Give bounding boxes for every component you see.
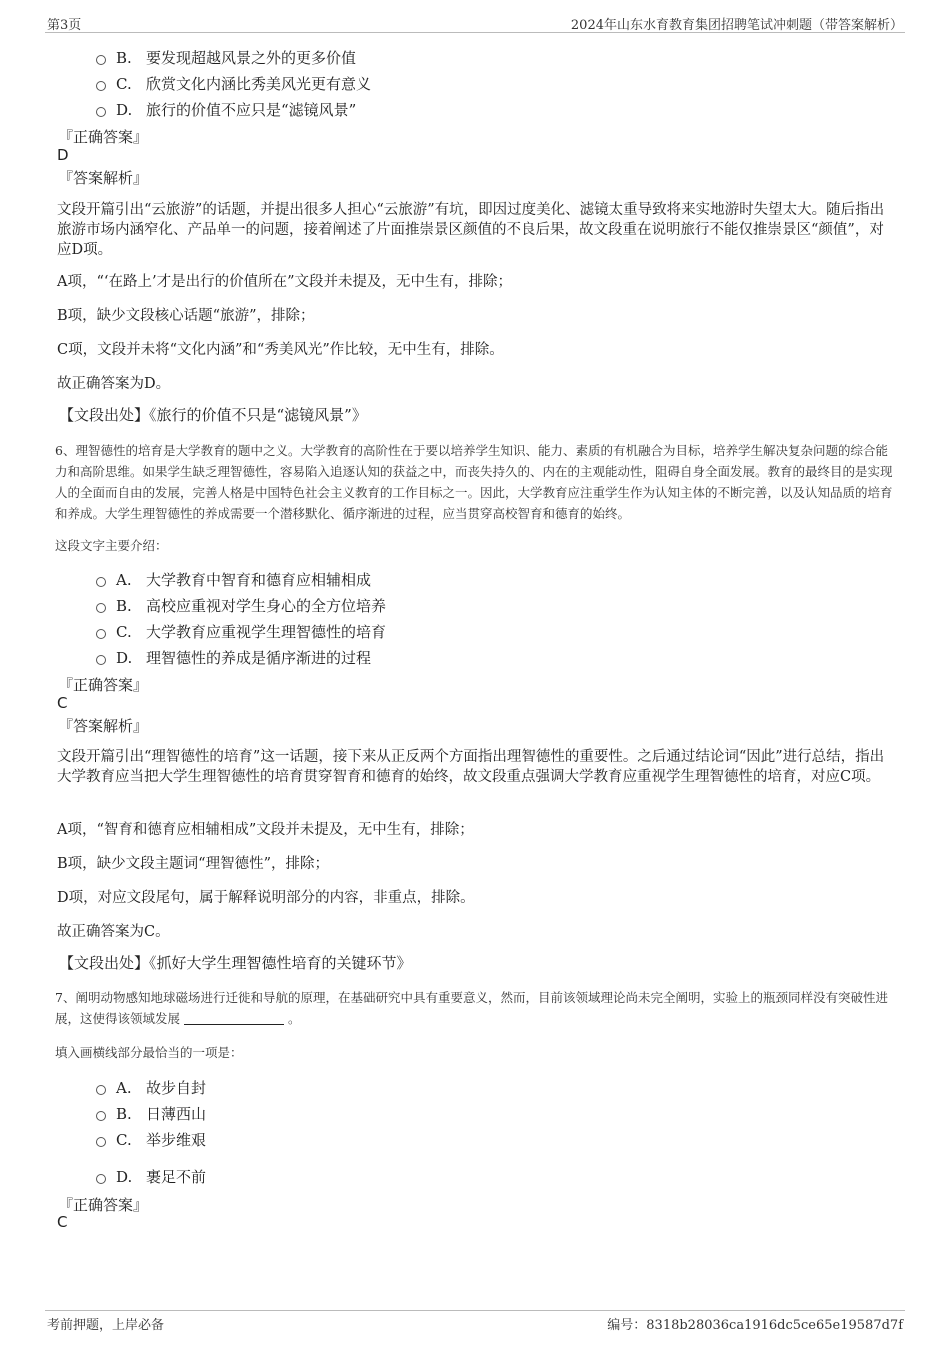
radio-icon[interactable]	[96, 55, 106, 65]
q5-conclusion: 故正确答案为D。	[57, 376, 171, 392]
q6-option-c[interactable]: C. 大学教育应重视学生理智德性的培育	[96, 621, 386, 642]
q7-answer: C	[57, 1213, 68, 1231]
q6-option-d[interactable]: D. 理智德性的养成是循序渐进的过程	[96, 647, 371, 668]
radio-icon[interactable]	[96, 655, 106, 665]
footer-divider	[45, 1310, 905, 1311]
q5-option-d[interactable]: D. 旅行的价值不应只是“滤镜风景”	[96, 99, 356, 120]
q6-line-d: D项，对应文段尾句，属于解释说明部分的内容，非重点，排除。	[57, 890, 475, 906]
q5-option-c[interactable]: C. 欣赏文化内涵比秀美风光更有意义	[96, 73, 371, 94]
q7-prompt: 填入画横线部分最恰当的一项是：	[55, 1045, 243, 1060]
q6-line-b: B项，缺少文段主题词“理智德性”，排除；	[57, 856, 329, 872]
q5-answer: D	[57, 146, 69, 164]
footer-slogan: 考前押题，上岸必备	[47, 1318, 165, 1333]
radio-icon[interactable]	[96, 603, 106, 613]
q7-option-a[interactable]: A. 故步自封	[96, 1077, 206, 1098]
q7-option-c[interactable]: C. 举步维艰	[96, 1129, 206, 1150]
radio-icon[interactable]	[96, 629, 106, 639]
radio-icon[interactable]	[96, 577, 106, 587]
radio-icon[interactable]	[96, 107, 106, 117]
page-number: 第3页	[47, 18, 82, 33]
radio-icon[interactable]	[96, 1137, 106, 1147]
q5-analysis-label: 『答案解析』	[58, 169, 149, 187]
q5-line-a: A项，“‘在路上’才是出行的价值所在”文段并未提及，无中生有，排除；	[57, 274, 513, 290]
q6-analysis: 文段开篇引出“理智德性的培育”这一话题，接下来从正反两个方面指出理智德性的重要性。之后通过结论词“因此”进行总结，指出大学教育应当把大学生理智德性的培育贯穿智育和德育的始终，故文段重点强调大学教育应重视学生理智德性的培育，对应C项。	[57, 749, 885, 785]
q6-analysis-label: 『答案解析』	[58, 717, 149, 735]
q5-answer-label: 『正确答案』	[58, 128, 149, 146]
radio-icon[interactable]	[96, 1174, 106, 1184]
q6-option-a[interactable]: A. 大学教育中智育和德育应相辅相成	[96, 569, 371, 590]
fill-blank	[184, 1012, 284, 1025]
q6-option-b[interactable]: B. 高校应重视对学生身心的全方位培养	[96, 595, 386, 616]
header-divider	[45, 32, 905, 33]
q5-option-b[interactable]: B. 要发现超越风景之外的更多价值	[96, 47, 356, 68]
q6-conclusion: 故正确答案为C。	[57, 924, 170, 940]
radio-icon[interactable]	[96, 1085, 106, 1095]
q7-answer-label: 『正确答案』	[58, 1196, 149, 1214]
q7-stem: 7、阐明动物感知地球磁场进行迁徙和导航的原理，在基础研究中具有重要意义，然而，目前该领域理论尚未完全阐明，实验上的瓶颈同样没有突破性进展，这使得该领域发展 。	[55, 990, 888, 1026]
q6-line-a: A项，“智育和德育应相辅相成”文段并未提及，无中生有，排除；	[57, 822, 474, 838]
q5-line-b: B项，缺少文段核心话题“旅游”，排除；	[57, 308, 315, 324]
q6-prompt: 这段文字主要介绍：	[55, 538, 168, 553]
q5-source: 【文段出处】《旅行的价值不只是“滤镜风景”》	[59, 406, 367, 424]
document-code: 编号：8318b28036ca1916dc5ce65e19587d7f	[607, 1318, 903, 1333]
q6-source: 【文段出处】《抓好大学生理智德性培育的关键环节》	[59, 954, 412, 972]
q6-answer: C	[57, 694, 68, 712]
q5-analysis: 文段开篇引出“云旅游”的话题，并提出很多人担心“云旅游”有坑，即因过度美化、滤镜太重导致将来实地游时失望太大。随后指出旅游市场内涵窄化、产品单一的问题，接着阐述了片面推崇景区颜值的不良后果，故文段重在说明旅行不能仅推崇景区“颜值”，对应D项。	[57, 202, 885, 258]
radio-icon[interactable]	[96, 1111, 106, 1121]
q5-line-c: C项，文段并未将“文化内涵”和“秀美风光”作比较，无中生有，排除。	[57, 342, 504, 358]
document-title: 2024年山东水育教育集团招聘笔试冲刺题（带答案解析）	[570, 18, 903, 33]
radio-icon[interactable]	[96, 81, 106, 91]
q7-option-d[interactable]: D. 裹足不前	[96, 1166, 206, 1187]
q7-option-b[interactable]: B. 日薄西山	[96, 1103, 206, 1124]
q6-stem: 6、理智德性的培育是大学教育的题中之义。大学教育的高阶性在于要以培养学生知识、能力、素质的有机融合为目标，培养学生解决复杂问题的综合能力和高阶思维。如果学生缺乏理智德性，容易陷入追逐认知的获益之中，而丧失持久的、内在的主观能动性，阻碍自身全面发展。教育的最终目的是实现人的全面而自由的发展，完善人格是中国特色社会主义教育的工作目标之一。因此，大学教育应注重学生作为认知主体的不断完善，以及认知品质的培育和养成。大学生理智德性的养成需要一个潜移默化、循序渐进的过程，应当贯穿高校智育和德育的始终。	[55, 443, 893, 521]
q6-answer-label: 『正确答案』	[58, 676, 149, 694]
